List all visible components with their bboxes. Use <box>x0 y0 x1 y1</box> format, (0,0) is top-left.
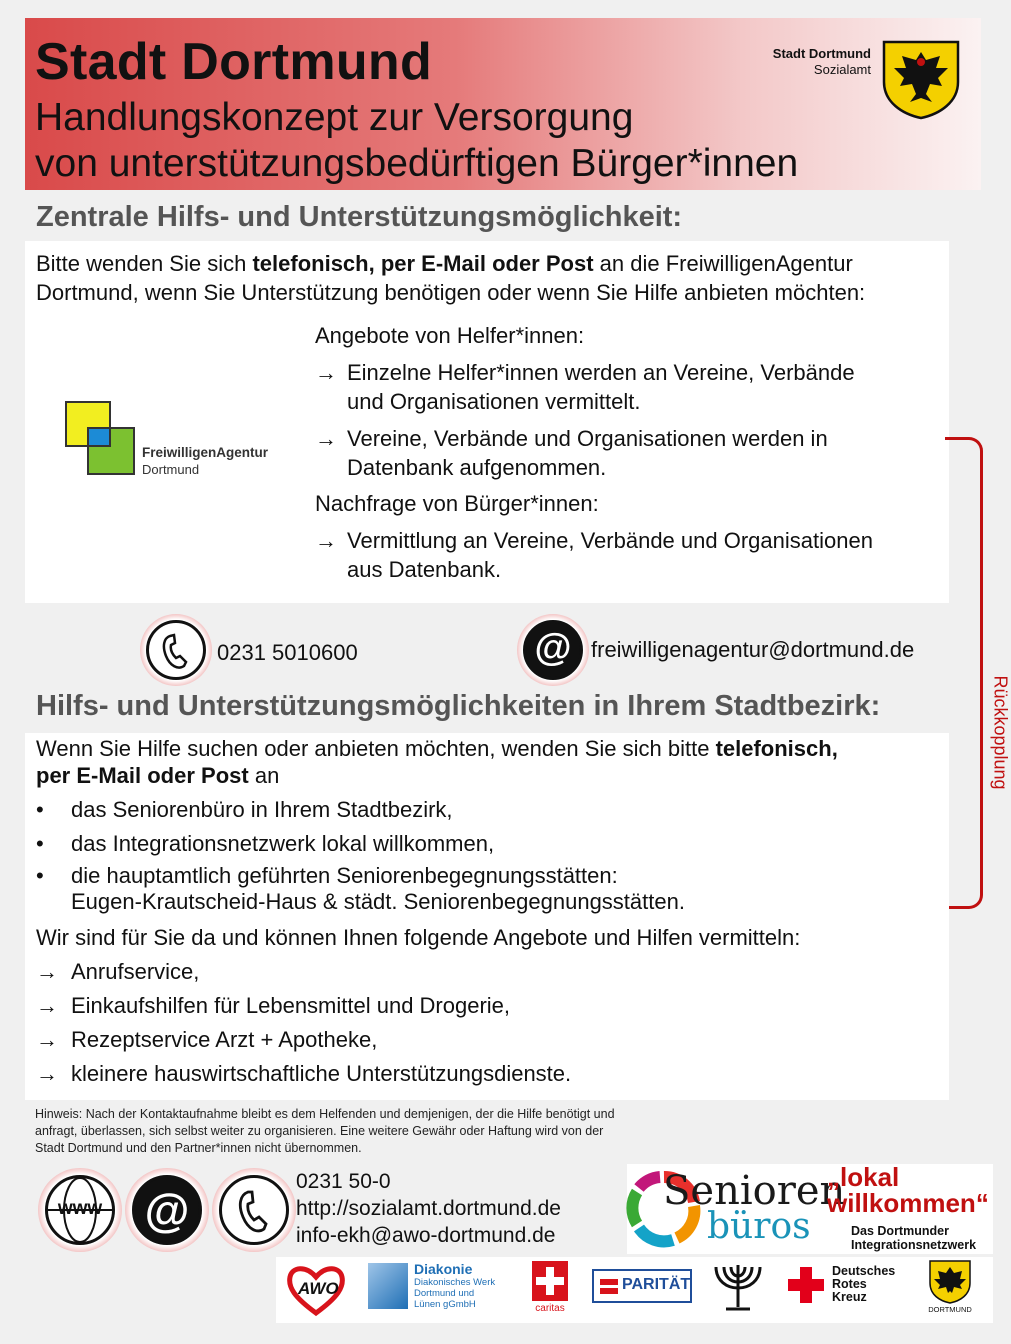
section-title-central: Zentrale Hilfs- und Unterstützungsmöglichkeit: <box>36 201 683 233</box>
dortmund-small-logo: DORTMUND <box>922 1259 978 1321</box>
partner-logo-strip <box>276 1257 993 1323</box>
service-item-2: → Einkaufshilfen für Lebensmittel und Drogerie, <box>36 993 511 1018</box>
paritaet-logo: PARITÄT <box>592 1269 692 1303</box>
awo-logo: AWO <box>284 1261 348 1317</box>
requests-heading: Nachfrage von Bürger*innen: <box>315 491 599 516</box>
footer-phone-icon[interactable] <box>212 1168 296 1252</box>
bueros-word: büros <box>707 1206 811 1247</box>
central-email[interactable]: freiwilligenagentur@dortmund.de <box>591 637 915 662</box>
dortmund-shield-icon <box>922 1259 978 1305</box>
offer-item-2: → Vereine, Verbände und Organisationen werden in Datenbank aufgenommen. <box>315 426 828 480</box>
offers-heading: Angebote von Helfer*innen: <box>315 323 585 348</box>
bullet-item-3: • die hauptamtlich geführten Seniorenbegegnungsstätten: Eugen-Krautscheid-Haus & städt. Seniorenbegegnungsstätten. <box>36 863 685 914</box>
request-item-1: → Vermittlung an Vereine, Verbände und Organisationen aus Datenbank. <box>315 528 873 582</box>
logo-city: Dortmund <box>142 462 200 477</box>
service-item-3: → Rezeptservice Arzt + Apotheke, <box>36 1027 378 1052</box>
lokal-willkommen-sub: Das Dortmunder Integrationsnetzwerk <box>851 1224 977 1252</box>
www-label: www <box>57 1198 103 1219</box>
offer-item-1: → Einzelne Helfer*innen werden an Vereine, Verbände und Organisationen vermittelt. <box>315 360 855 414</box>
lokal-willkommen-title: „lokal willkommen“ <box>827 1162 989 1218</box>
drk-logo: Deutsches Rotes Kreuz <box>788 1265 908 1315</box>
footer-website[interactable]: http://sozialamt.dortmund.de <box>296 1197 561 1220</box>
partner-logo-banner <box>627 1164 993 1254</box>
central-help-panel <box>25 241 949 603</box>
central-phone[interactable]: 0231 5010600 <box>217 640 358 665</box>
header-banner <box>25 18 981 190</box>
footer-email-icon[interactable]: @ <box>125 1168 209 1252</box>
subtitle-line-2: von unterstützungsbedürftigen Bürger*innen <box>35 142 799 185</box>
menorah-icon <box>708 1261 768 1317</box>
subtitle-line-1: Handlungskonzept zur Versorgung <box>35 96 634 139</box>
section-title-district: Hilfs- und Unterstützungsmöglichkeiten in Ihrem Stadtbezirk: <box>36 690 881 722</box>
footer-phone[interactable]: 0231 50-0 <box>296 1170 391 1193</box>
district-intro: Wenn Sie Hilfe suchen oder anbieten möchten, wenden Sie sich bitte telefonisch, per E-Mail oder Post an <box>36 736 838 788</box>
email-icon[interactable]: @ <box>517 614 589 686</box>
caritas-logo: caritas <box>530 1261 570 1317</box>
district-help-panel <box>25 733 949 1100</box>
org-dept: Sozialamt <box>813 62 871 77</box>
footer-contact-text <box>296 1168 561 1249</box>
service-item-1: → Anrufservice, <box>36 959 200 984</box>
bullet-item-1: • das Seniorenbüro in Ihrem Stadtbezirk, <box>36 797 453 822</box>
phone-icon[interactable] <box>140 614 212 686</box>
disclaimer-note: Hinweis: Nach der Kontaktaufnahme bleibt es dem Helfenden und demjenigen, der die Hilfe benötigt und anfragt, überlassen, sich selbst weiter zu organisieren. Eine weitere Gewähr oder Haftung wird von der Stadt Dortmund und den Partner*innen nicht übernommen. <box>35 1107 615 1155</box>
central-intro: Bitte wenden Sie sich telefonisch, per E-Mail oder Post an die FreiwilligenAgentur Dortmund, wenn Sie Unterstützung benötigen oder wenn Sie Hilfe anbieten möchten: <box>36 251 866 305</box>
eagle-shield-icon <box>880 38 962 120</box>
bullet-item-2: • das Integrationsnetzwerk lokal willkommen, <box>36 831 495 856</box>
feedback-bracket <box>945 437 983 909</box>
logo-name: FreiwilligenAgentur <box>142 445 269 460</box>
feedback-label: Rückkopplung <box>990 675 1011 790</box>
org-label <box>773 46 871 78</box>
diakonie-logo: Diakonie Diakonisches Werk Dortmund und Lünen gGmbH <box>368 1263 508 1315</box>
org-name: Stadt Dortmund <box>772 46 871 61</box>
footer-email[interactable]: info-ekh@awo-dortmund.de <box>296 1224 556 1247</box>
service-item-4: → kleinere hauswirtschaftliche Unterstützungsdienste. <box>36 1061 572 1086</box>
services-intro: Wir sind für Sie da und können Ihnen folgende Angebote und Hilfen vermitteln: <box>36 925 801 950</box>
freiwilligenagentur-logo <box>65 401 285 481</box>
senioren-word: Senioren <box>663 1168 846 1214</box>
page-title: Stadt Dortmund <box>35 33 433 91</box>
www-icon[interactable] <box>38 1168 122 1252</box>
